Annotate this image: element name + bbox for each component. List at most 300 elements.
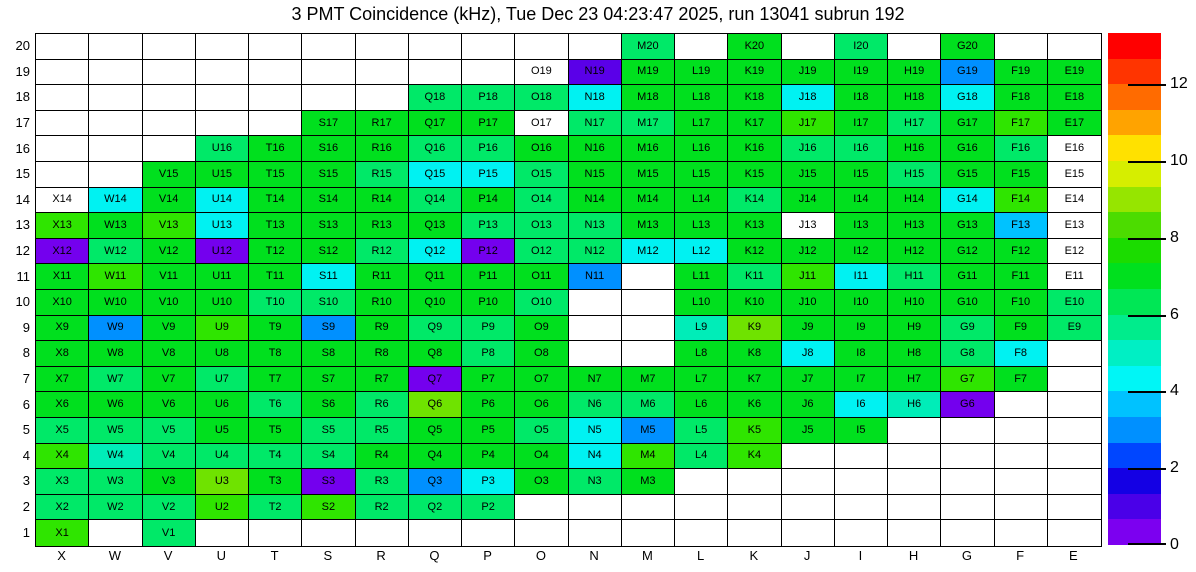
cell-H16: H16 [888,136,941,162]
cell-G11: G11 [941,264,994,290]
y-tick-label-6: 6 [22,396,30,412]
cell-M12: M12 [622,239,675,265]
x-tick-label-W: W [108,548,122,563]
cell-J3 [782,469,835,495]
cell-I18: I18 [835,85,888,111]
colorbar-band-0 [1108,33,1161,59]
cell-S19 [302,60,355,86]
cell-E16: E16 [1048,136,1101,162]
cell-X5: X5 [36,418,89,444]
cell-Q8: Q8 [409,341,462,367]
y-tick-label-4: 4 [22,447,30,463]
cell-R4: R4 [356,444,409,470]
cell-K2 [728,495,781,521]
cell-V1: V1 [143,520,196,546]
x-tick-label-K: K [749,548,759,563]
colorbar-tick-10 [1128,161,1166,163]
cell-U18 [196,85,249,111]
cell-X6: X6 [36,392,89,418]
cell-P14: P14 [462,188,515,214]
cell-P19 [462,60,515,86]
colorbar-band-4 [1108,135,1161,161]
cell-T6: T6 [249,392,302,418]
colorbar-band-7 [1108,212,1161,238]
cell-K4: K4 [728,444,781,470]
cell-M9 [622,316,675,342]
cell-I6: I6 [835,392,888,418]
colorbar-band-5 [1108,161,1161,187]
cell-O16: O16 [515,136,568,162]
cell-V11: V11 [143,264,196,290]
chart-title: 3 PMT Coincidence (kHz), Tue Dec 23 04:23:47 2025, run 13041 subrun 192 [291,4,905,24]
y-tick-label-8: 8 [22,345,30,361]
cell-F9: F9 [995,316,1048,342]
x-tick-label-V: V [163,548,173,563]
cell-U7: U7 [196,367,249,393]
cell-T4: T4 [249,444,302,470]
cell-S3: S3 [302,469,355,495]
cell-K19: K19 [728,60,781,86]
cell-W5: W5 [89,418,142,444]
cell-E17: E17 [1048,111,1101,137]
plot-area [35,33,1102,547]
cell-T16: T16 [249,136,302,162]
cell-W13: W13 [89,213,142,239]
cell-F13: F13 [995,213,1048,239]
cell-I15: I15 [835,162,888,188]
cell-V5: V5 [143,418,196,444]
y-tick-label-3: 3 [22,473,30,489]
cell-W16 [89,136,142,162]
cell-U14: U14 [196,188,249,214]
cell-S8: S8 [302,341,355,367]
cell-V15: V15 [143,162,196,188]
cell-P18: P18 [462,85,515,111]
cell-G1 [941,520,994,546]
cell-I10: I10 [835,290,888,316]
cell-H8: H8 [888,341,941,367]
cell-V8: V8 [143,341,196,367]
cell-L18: L18 [675,85,728,111]
cell-O6: O6 [515,392,568,418]
cell-O9: O9 [515,316,568,342]
cell-W12: W12 [89,239,142,265]
cell-U16: U16 [196,136,249,162]
cell-E20 [1048,34,1101,60]
cell-V17 [143,111,196,137]
cell-K1 [728,520,781,546]
cell-H15: H15 [888,162,941,188]
cell-F17: F17 [995,111,1048,137]
cell-O11: O11 [515,264,568,290]
cell-J1 [782,520,835,546]
cell-S10: S10 [302,290,355,316]
cell-T5: T5 [249,418,302,444]
cell-F15: F15 [995,162,1048,188]
x-tick-label-E: E [1069,548,1078,563]
cell-G4 [941,444,994,470]
cell-R10: R10 [356,290,409,316]
cell-G8: G8 [941,341,994,367]
cell-R19 [356,60,409,86]
cell-W7: W7 [89,367,142,393]
cell-F10: F10 [995,290,1048,316]
cell-I1 [835,520,888,546]
cell-J5: J5 [782,418,835,444]
cell-S6: S6 [302,392,355,418]
x-tick-label-Q: Q [429,548,440,563]
cell-O5: O5 [515,418,568,444]
cell-H9: H9 [888,316,941,342]
cell-O18: O18 [515,85,568,111]
cell-T3: T3 [249,469,302,495]
cell-K18: K18 [728,85,781,111]
colorbar-band-6 [1108,187,1161,213]
cell-G14: G14 [941,188,994,214]
colorbar-band-19 [1108,519,1161,545]
cell-P20 [462,34,515,60]
cell-S11: S11 [302,264,355,290]
cell-E1 [1048,520,1101,546]
colorbar-tick-label-0: 0 [1170,536,1179,553]
cell-R8: R8 [356,341,409,367]
cell-R11: R11 [356,264,409,290]
cell-U15: U15 [196,162,249,188]
colorbar-tick-label-8: 8 [1170,228,1179,246]
cell-I3 [835,469,888,495]
colorbar-band-16 [1108,443,1161,469]
cell-P17: P17 [462,111,515,137]
cell-N8 [569,341,622,367]
cell-Q11: Q11 [409,264,462,290]
cell-K6: K6 [728,392,781,418]
cell-J16: J16 [782,136,835,162]
cell-L8: L8 [675,341,728,367]
cell-Q2: Q2 [409,495,462,521]
cell-X14: X14 [36,188,89,214]
cell-I11: I11 [835,264,888,290]
cell-J14: J14 [782,188,835,214]
y-tick-label-11: 11 [16,268,30,284]
cell-T8: T8 [249,341,302,367]
cell-E7 [1048,367,1101,393]
cell-L6: L6 [675,392,728,418]
y-tick-label-18: 18 [15,89,30,105]
cell-V20 [143,34,196,60]
cell-L10: L10 [675,290,728,316]
cell-N19: N19 [569,60,622,86]
cell-T19 [249,60,302,86]
cell-F5 [995,418,1048,444]
colorbar-tick-4 [1128,391,1166,393]
cell-X12: X12 [36,239,89,265]
cell-H10: H10 [888,290,941,316]
cell-X2: X2 [36,495,89,521]
cell-I14: I14 [835,188,888,214]
cell-N3: N3 [569,469,622,495]
cell-K20: K20 [728,34,781,60]
cell-U3: U3 [196,469,249,495]
colorbar-tick-label-6: 6 [1170,305,1179,323]
cell-N12: N12 [569,239,622,265]
cell-O4: O4 [515,444,568,470]
cell-S5: S5 [302,418,355,444]
x-tick-label-F: F [1016,548,1025,563]
cell-J8: J8 [782,341,835,367]
cell-G2 [941,495,994,521]
cell-N11: N11 [569,264,622,290]
cell-I16: I16 [835,136,888,162]
cell-G19: G19 [941,60,994,86]
cell-X10: X10 [36,290,89,316]
colorbar-band-8 [1108,238,1161,264]
cell-T11: T11 [249,264,302,290]
cell-U8: U8 [196,341,249,367]
cell-N5: N5 [569,418,622,444]
cell-U11: U11 [196,264,249,290]
cell-X3: X3 [36,469,89,495]
cell-K14: K14 [728,188,781,214]
cell-Q19 [409,60,462,86]
cell-R5: R5 [356,418,409,444]
cell-O12: O12 [515,239,568,265]
cell-O19: O19 [515,60,568,86]
cell-W1 [89,520,142,546]
cell-V3: V3 [143,469,196,495]
cell-R15: R15 [356,162,409,188]
cell-P7: P7 [462,367,515,393]
cell-G6: G6 [941,392,994,418]
cell-H1 [888,520,941,546]
cell-Q20 [409,34,462,60]
cell-Q18: Q18 [409,85,462,111]
cell-R3: R3 [356,469,409,495]
cell-N4: N4 [569,444,622,470]
colorbar-tick-label-10: 10 [1170,151,1188,169]
cell-M16: M16 [622,136,675,162]
cell-Q9: Q9 [409,316,462,342]
cell-P2: P2 [462,495,515,521]
cell-G3 [941,469,994,495]
cell-V19 [143,60,196,86]
cell-I8: I8 [835,341,888,367]
cell-E11: E11 [1048,264,1101,290]
cell-U4: U4 [196,444,249,470]
x-tick-label-M: M [641,548,653,563]
cell-S4: S4 [302,444,355,470]
cell-P16: P16 [462,136,515,162]
colorbar-band-10 [1108,289,1161,315]
cell-R2: R2 [356,495,409,521]
y-tick-label-15: 15 [15,166,30,182]
cell-K11: K11 [728,264,781,290]
cell-O17: O17 [515,111,568,137]
cell-E19: E19 [1048,60,1101,86]
cell-G9: G9 [941,316,994,342]
x-tick-label-U: U [216,548,227,563]
cell-F1 [995,520,1048,546]
x-tick-label-L: L [697,548,705,563]
cell-G13: G13 [941,213,994,239]
cell-E2 [1048,495,1101,521]
colorbar-band-12 [1108,340,1161,366]
cell-T7: T7 [249,367,302,393]
cell-S7: S7 [302,367,355,393]
cell-L7: L7 [675,367,728,393]
cell-M5: M5 [622,418,675,444]
cell-F8: F8 [995,341,1048,367]
cell-X7: X7 [36,367,89,393]
cell-J2 [782,495,835,521]
x-tick-label-O: O [535,548,546,563]
cell-I7: I7 [835,367,888,393]
cell-R18 [356,85,409,111]
cell-E5 [1048,418,1101,444]
cell-J7: J7 [782,367,835,393]
cell-M20: M20 [622,34,675,60]
cell-O14: O14 [515,188,568,214]
cell-W11: W11 [89,264,142,290]
cell-N15: N15 [569,162,622,188]
cell-N14: N14 [569,188,622,214]
cell-I5: I5 [835,418,888,444]
cell-R13: R13 [356,213,409,239]
cell-Q5: Q5 [409,418,462,444]
cell-K8: K8 [728,341,781,367]
cell-T1 [249,520,302,546]
cell-E15: E15 [1048,162,1101,188]
cell-L12: L12 [675,239,728,265]
cell-X20 [36,34,89,60]
cell-S16: S16 [302,136,355,162]
cell-L19: L19 [675,60,728,86]
cell-K3 [728,469,781,495]
cell-H13: H13 [888,213,941,239]
colorbar-band-17 [1108,468,1161,494]
y-tick-label-16: 16 [15,140,30,156]
cell-P11: P11 [462,264,515,290]
cell-I20: I20 [835,34,888,60]
cell-U2: U2 [196,495,249,521]
cell-S12: S12 [302,239,355,265]
colorbar-band-11 [1108,315,1161,341]
cell-Q15: Q15 [409,162,462,188]
cell-E12: E12 [1048,239,1101,265]
cell-W3: W3 [89,469,142,495]
x-tick-label-H: H [908,548,919,563]
y-tick-label-20: 20 [15,38,30,54]
cell-V10: V10 [143,290,196,316]
cell-P4: P4 [462,444,515,470]
cell-V12: V12 [143,239,196,265]
cell-W9: W9 [89,316,142,342]
heatmap-grid [36,34,1101,546]
cell-H6: H6 [888,392,941,418]
cell-P9: P9 [462,316,515,342]
cell-X13: X13 [36,213,89,239]
cell-H5 [888,418,941,444]
cell-U6: U6 [196,392,249,418]
colorbar-band-1 [1108,59,1161,85]
cell-H7: H7 [888,367,941,393]
cell-N9 [569,316,622,342]
cell-V16 [143,136,196,162]
x-tick-label-T: T [270,548,279,563]
cell-E10: E10 [1048,290,1101,316]
cell-S15: S15 [302,162,355,188]
cell-G15: G15 [941,162,994,188]
cell-Q12: Q12 [409,239,462,265]
cell-R9: R9 [356,316,409,342]
colorbar-tick-0 [1128,543,1166,545]
cell-I4 [835,444,888,470]
cell-P8: P8 [462,341,515,367]
cell-G10: G10 [941,290,994,316]
cell-Q3: Q3 [409,469,462,495]
y-tick-label-17: 17 [15,115,30,131]
cell-M3: M3 [622,469,675,495]
cell-J17: J17 [782,111,835,137]
x-tick-label-I: I [858,548,863,563]
cell-L1 [675,520,728,546]
y-tick-label-9: 9 [22,319,30,335]
cell-T15: T15 [249,162,302,188]
cell-U19 [196,60,249,86]
cell-O2 [515,495,568,521]
cell-M13: M13 [622,213,675,239]
cell-K5: K5 [728,418,781,444]
cell-O15: O15 [515,162,568,188]
cell-L14: L14 [675,188,728,214]
cell-U5: U5 [196,418,249,444]
colorbar-tick-label-4: 4 [1170,382,1179,400]
cell-R12: R12 [356,239,409,265]
cell-I2 [835,495,888,521]
cell-I9: I9 [835,316,888,342]
cell-U9: U9 [196,316,249,342]
cell-L3 [675,469,728,495]
cell-G18: G18 [941,85,994,111]
cell-E14: E14 [1048,188,1101,214]
cell-F7: F7 [995,367,1048,393]
cell-K16: K16 [728,136,781,162]
colorbar-tick-6 [1128,315,1166,317]
cell-P13: P13 [462,213,515,239]
cell-I13: I13 [835,213,888,239]
cell-O20 [515,34,568,60]
cell-L2 [675,495,728,521]
cell-R16: R16 [356,136,409,162]
cell-M4: M4 [622,444,675,470]
cell-L11: L11 [675,264,728,290]
cell-M2 [622,495,675,521]
cell-M19: M19 [622,60,675,86]
colorbar-band-3 [1108,110,1161,136]
cell-F11: F11 [995,264,1048,290]
cell-R14: R14 [356,188,409,214]
cell-H18: H18 [888,85,941,111]
cell-S20 [302,34,355,60]
cell-T14: T14 [249,188,302,214]
cell-G16: G16 [941,136,994,162]
cell-K9: K9 [728,316,781,342]
cell-T17 [249,111,302,137]
cell-V18 [143,85,196,111]
cell-N13: N13 [569,213,622,239]
cell-N7: N7 [569,367,622,393]
cell-W17 [89,111,142,137]
cell-V9: V9 [143,316,196,342]
